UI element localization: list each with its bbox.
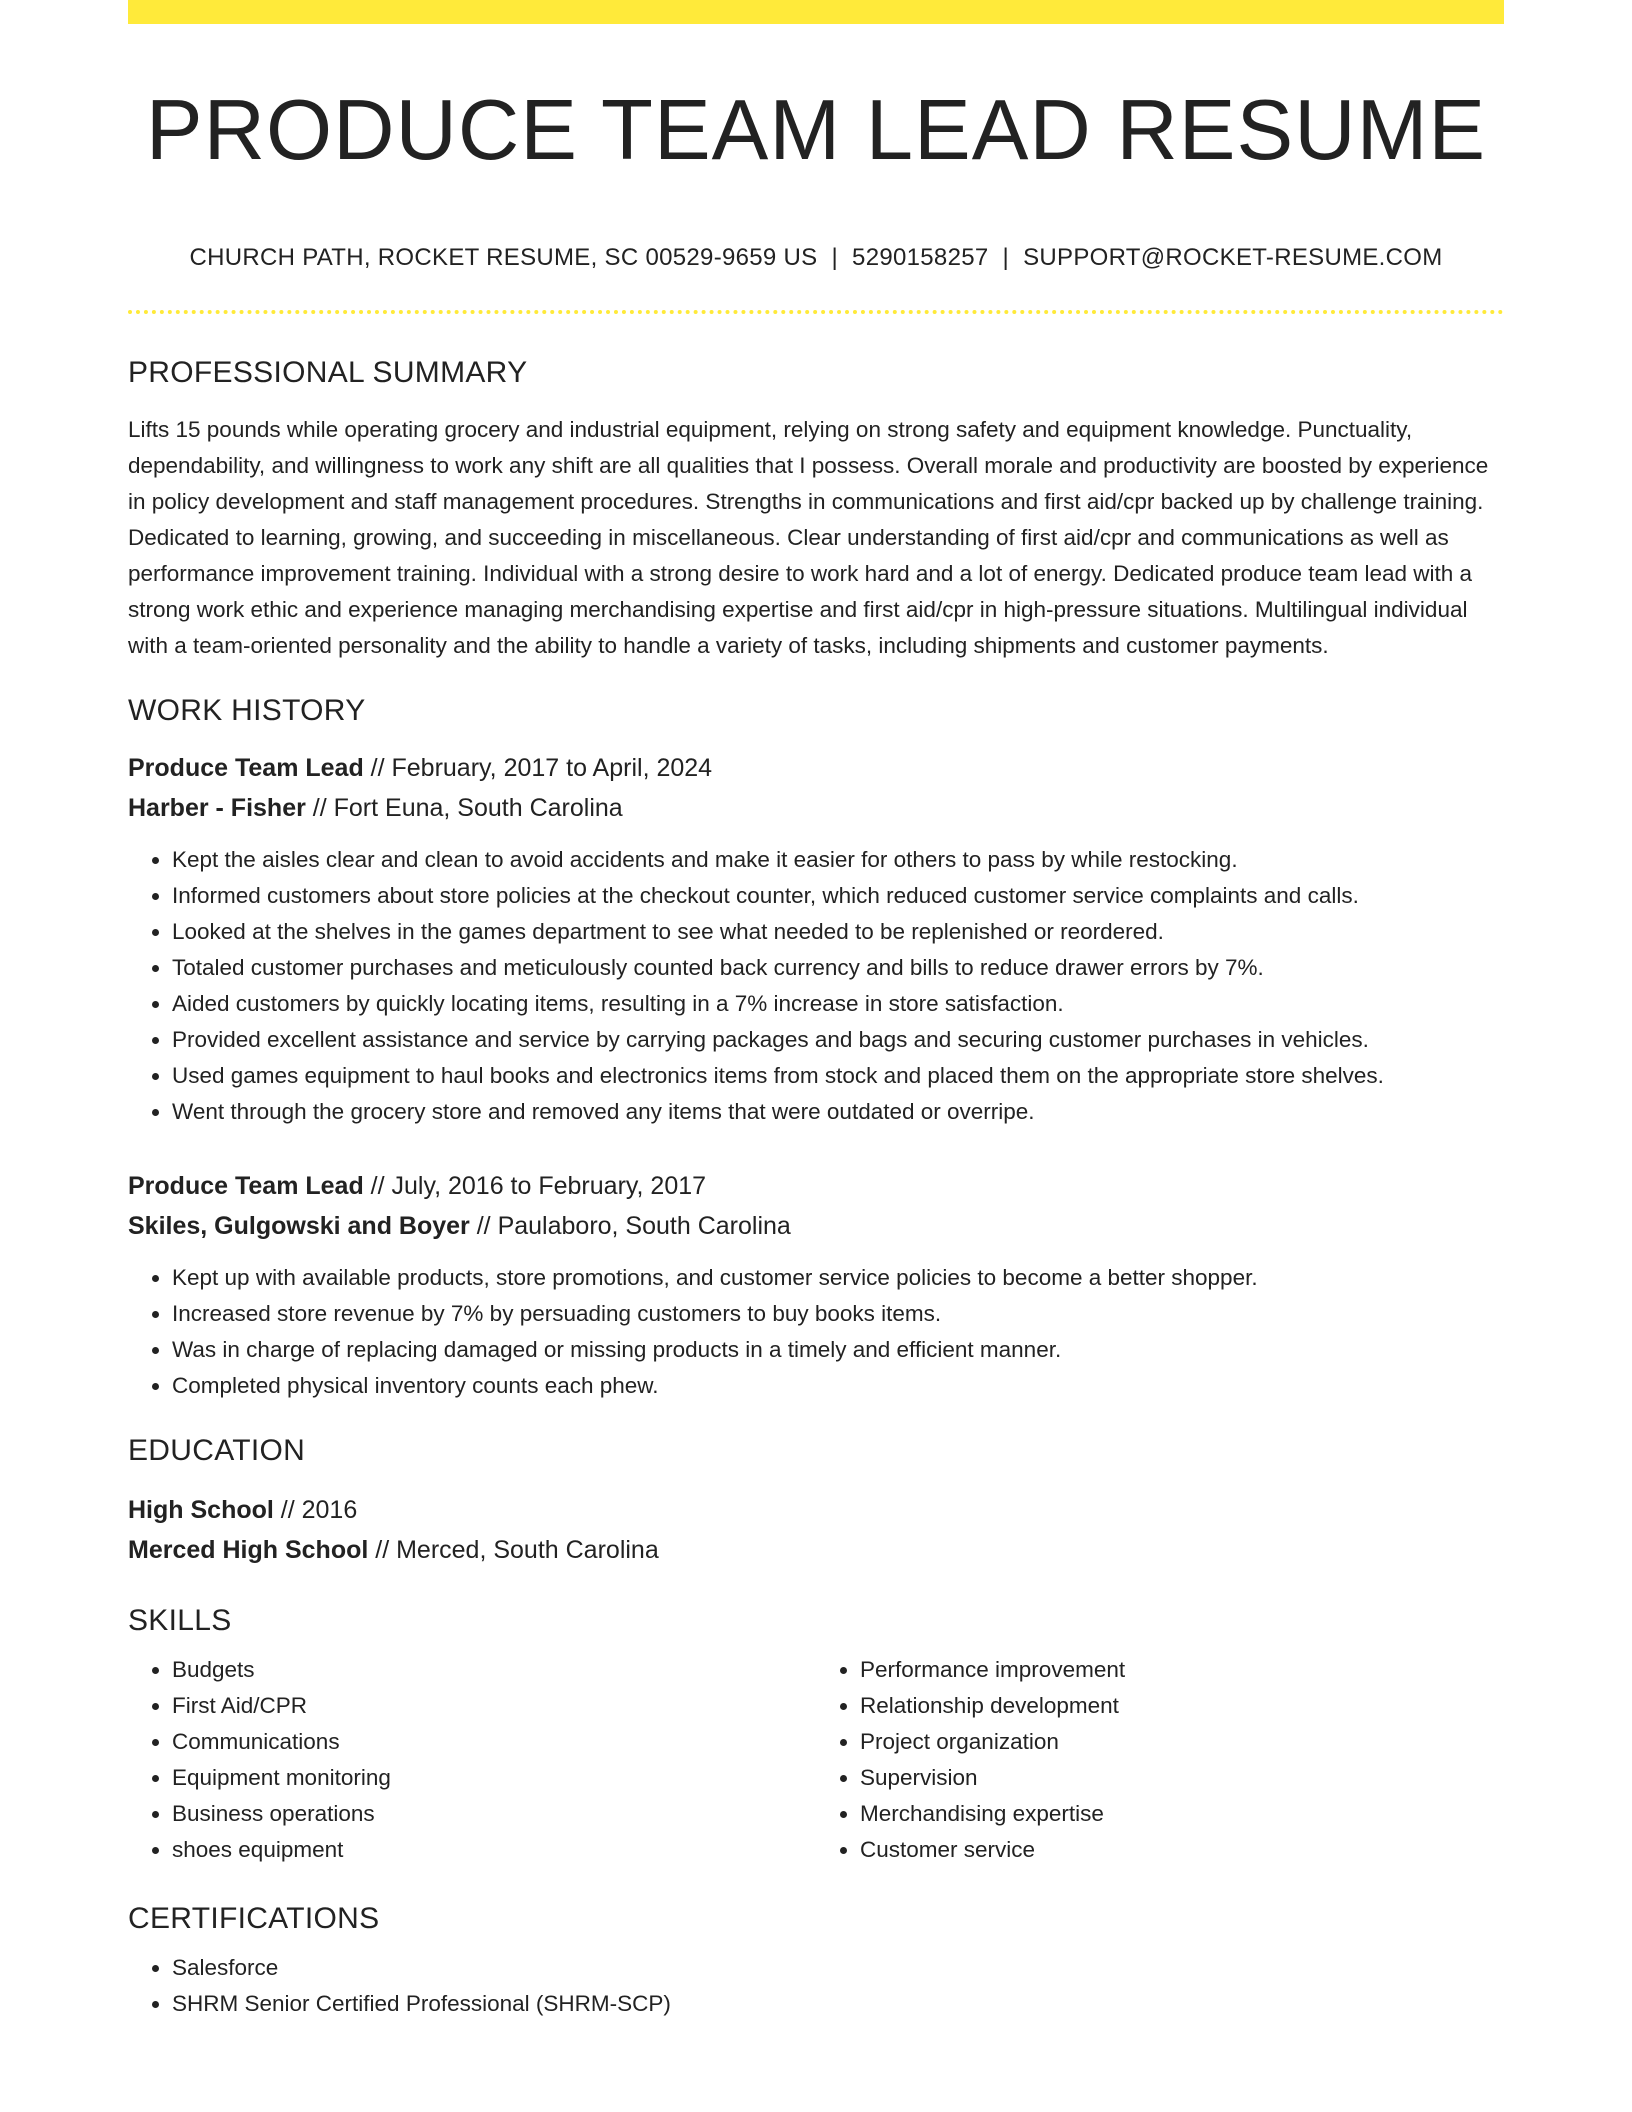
job-bullet: • Used games equipment to haul books and electronics items from stock and placed them on the appropriate store shelves.	[172, 1058, 1504, 1094]
job-bullet: • Went through the grocery store and removed any items that were outdated or overripe.	[172, 1094, 1504, 1130]
contact-separator: |	[1002, 243, 1010, 271]
summary-heading: PROFESSIONAL SUMMARY	[128, 355, 528, 389]
education-location: // Merced, South Carolina	[368, 1535, 659, 1564]
job-location: // Fort Euna, South Carolina	[305, 793, 623, 822]
education-heading: EDUCATION	[128, 1433, 306, 1467]
skills-right-list	[816, 1652, 1504, 1868]
job-entry	[128, 1166, 1504, 1404]
job-role: Produce Team Lead	[128, 1171, 364, 1200]
skill-item: • Business operations	[172, 1796, 816, 1832]
skill-item: • Communications	[172, 1724, 816, 1760]
education-year: // 2016	[273, 1495, 358, 1524]
contact-email: SUPPORT@ROCKET-RESUME.COM	[1023, 243, 1443, 271]
job-dates: // July, 2016 to February, 2017	[363, 1171, 707, 1200]
resume-title: PRODUCE TEAM LEAD RESUME	[145, 83, 1487, 178]
job-bullet: • Informed customers about store policies at the checkout counter, which reduced customer service complaints and calls.	[172, 878, 1504, 914]
skill-item: • Relationship development	[860, 1688, 1504, 1724]
education-degree: High School	[128, 1495, 274, 1524]
skill-item: • shoes equipment	[172, 1832, 816, 1868]
education-degree-line	[128, 1490, 1504, 1530]
contact-line	[128, 244, 1504, 272]
skill-item: • Project organization	[860, 1724, 1504, 1760]
skill-item: • Equipment monitoring	[172, 1760, 816, 1796]
skills-left-list	[128, 1652, 816, 1868]
job-entry	[128, 748, 1504, 1130]
job-bullet: • Aided customers by quickly locating items, resulting in a 7% increase in store satisfaction.	[172, 986, 1504, 1022]
job-company-line	[128, 788, 1504, 828]
job-company: Harber - Fisher	[128, 793, 306, 822]
job-bullet: • Kept the aisles clear and clean to avoid accidents and make it easier for others to pass by while restocking.	[172, 842, 1504, 878]
skills-heading: SKILLS	[128, 1603, 232, 1637]
contact-address: CHURCH PATH, ROCKET RESUME, SC 00529-9659 US	[189, 243, 818, 271]
contact-phone: 5290158257	[852, 243, 989, 271]
job-dates: // February, 2017 to April, 2024	[363, 753, 713, 782]
skill-item: • First Aid/CPR	[172, 1688, 816, 1724]
job-bullets	[128, 842, 1504, 1130]
job-bullet: • Was in charge of replacing damaged or missing products in a timely and efficient manner.	[172, 1332, 1504, 1368]
education-entry	[128, 1490, 1504, 1570]
job-bullet: • Completed physical inventory counts each phew.	[172, 1368, 1504, 1404]
certifications-heading: CERTIFICATIONS	[128, 1901, 380, 1935]
job-title-line	[128, 748, 1504, 788]
accent-top-bar	[128, 0, 1504, 24]
job-location: // Paulaboro, South Carolina	[469, 1211, 791, 1240]
contact-separator: |	[831, 243, 839, 271]
dotted-divider	[128, 310, 1504, 314]
certification-item: • SHRM Senior Certified Professional (SHRM-SCP)	[172, 1986, 1504, 2022]
job-bullets	[128, 1260, 1504, 1404]
education-school: Merced High School	[128, 1535, 369, 1564]
job-bullet: • Provided excellent assistance and service by carrying packages and bags and securing customer purchases in vehicles.	[172, 1022, 1504, 1058]
job-bullet: • Increased store revenue by 7% by persuading customers to buy books items.	[172, 1296, 1504, 1332]
certification-item: • Salesforce	[172, 1950, 1504, 1986]
skill-item: • Supervision	[860, 1760, 1504, 1796]
skills-columns	[128, 1652, 1504, 1868]
job-company-line	[128, 1206, 1504, 1246]
job-bullet: • Looked at the shelves in the games department to see what needed to be replenished or reordered.	[172, 914, 1504, 950]
job-bullet: • Totaled customer purchases and meticulously counted back currency and bills to reduce drawer errors by 7%.	[172, 950, 1504, 986]
certifications-list	[128, 1950, 1504, 2022]
resume-page	[128, 0, 1504, 2022]
work-history-heading: WORK HISTORY	[128, 693, 366, 727]
skill-item: • Merchandising expertise	[860, 1796, 1504, 1832]
skill-item: • Budgets	[172, 1652, 816, 1688]
education-school-line	[128, 1530, 1504, 1570]
skill-item: • Performance improvement	[860, 1652, 1504, 1688]
skill-item: • Customer service	[860, 1832, 1504, 1868]
job-company: Skiles, Gulgowski and Boyer	[128, 1211, 470, 1240]
summary-text: Lifts 15 pounds while operating grocery and industrial equipment, relying on strong safety and equipment knowledge. Punctuality, dependability, and willingness to work any shift are all qualities that I possess. Overall morale and productivity are boosted by experience in policy development and staff management procedures. Strengths in communications and first aid/cpr backed up by challenge training. Dedicated to learning, growing, and succeeding in miscellaneous. Clear understanding of first aid/cpr and communications as well as performance improvement training. Individual with a strong desire to work hard and a lot of energy. Dedicated produce team lead with a strong work ethic and experience managing merchandising expertise and first aid/cpr in high-pressure situations. Multilingual individual with a team-oriented personality and the ability to handle a variety of tasks, including shipments and customer payments.	[128, 416, 1489, 658]
job-title-line	[128, 1166, 1504, 1206]
job-role: Produce Team Lead	[128, 753, 364, 782]
job-bullet: • Kept up with available products, store promotions, and customer service policies to become a better shopper.	[172, 1260, 1504, 1296]
